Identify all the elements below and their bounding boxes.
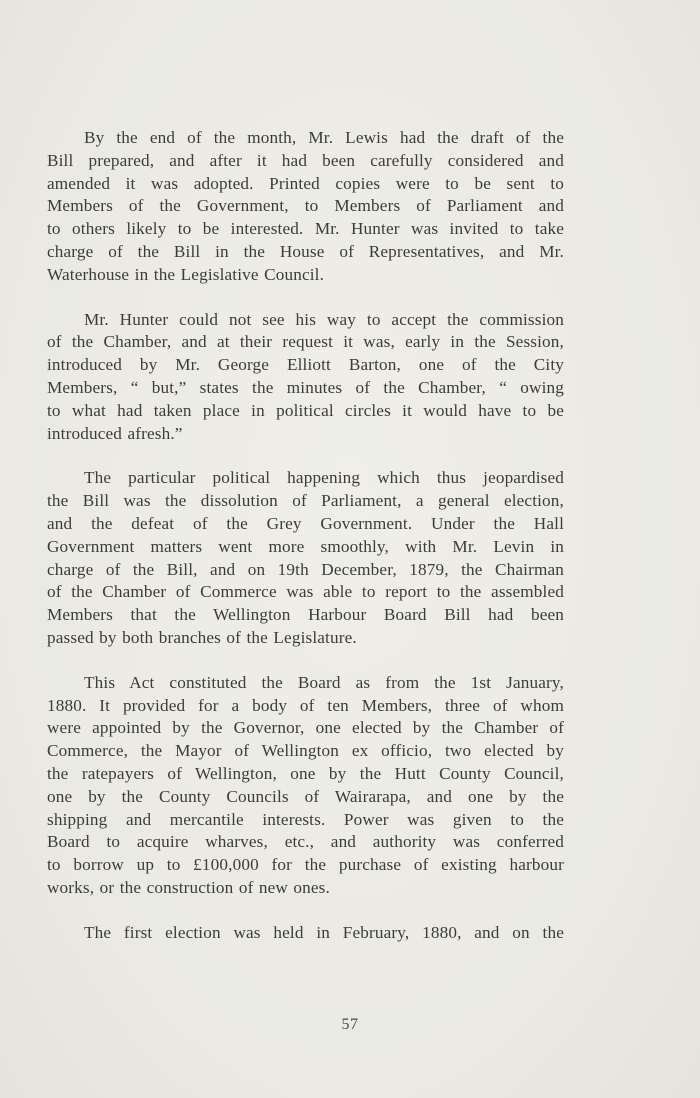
text-line: to what had taken place in political circles it would have to be [47, 400, 564, 420]
text-line: The particular political happening which thus jeopardised [84, 468, 564, 488]
text-line: amended it was adopted. Printed copies were to be sent to [47, 173, 564, 193]
text-line: This Act constituted the Board as from the 1st January, [84, 672, 564, 692]
text-line: and the defeat of the Grey Government. Under the Hall [47, 513, 564, 533]
text-line: the ratepayers of Wellington, one by the Hutt County Council, [47, 763, 564, 783]
text-line: Government matters went more smoothly, with Mr. Levin in [47, 536, 564, 556]
page-number: 57 [341, 1016, 359, 1033]
text-line: to borrow up to £100,000 for the purchase of existing harbour [47, 855, 564, 875]
text-line: introduced afresh.” [47, 423, 183, 443]
text-line: Commerce, the Mayor of Wellington ex officio, two elected by [47, 741, 564, 761]
text-line: The first election was held in February, 1880, and on the [84, 922, 564, 942]
text-line: one by the County Councils of Wairarapa, and one by the [47, 786, 564, 806]
paragraph-4 [47, 672, 564, 900]
text-line: shipping and mercantile interests. Power was given to the [47, 809, 564, 829]
text-line: Members of the Government, to Members of Parliament and [47, 196, 564, 216]
text-line: Board to acquire wharves, etc., and authority was conferred [47, 832, 564, 852]
text-line: charge of the Bill in the House of Representatives, and Mr. [47, 241, 564, 261]
paragraph-1 [47, 127, 564, 287]
text-line: were appointed by the Governor, one elected by the Chamber of [47, 718, 564, 738]
text-line: 1880. It provided for a body of ten Members, three of whom [47, 695, 564, 715]
text-line: Bill prepared, and after it had been carefully considered and [47, 150, 564, 170]
text-line: the Bill was the dissolution of Parliament, a general election, [47, 491, 564, 511]
text-line: By the end of the month, Mr. Lewis had the draft of the [84, 128, 564, 147]
text-line: introduced by Mr. George Elliott Barton, one of the City [47, 355, 564, 375]
paragraph-3 [47, 467, 564, 649]
text-line: works, or the construction of new ones. [47, 877, 330, 897]
text-line: Waterhouse in the Legislative Council. [47, 264, 325, 284]
text-line: Members that the Wellington Harbour Board Bill had been [47, 605, 564, 625]
text-line: to others likely to be interested. Mr. Hunter was invited to take [47, 219, 564, 239]
text-line: Members, “ but,” states the minutes of the Chamber, “ owing [47, 377, 564, 397]
paragraph-5 [47, 922, 564, 945]
paragraph-2 [47, 309, 564, 446]
text-line: Mr. Hunter could not see his way to accept the commission [84, 309, 564, 329]
body-text [47, 127, 564, 967]
text-line: passed by both branches of the Legislature. [47, 627, 357, 647]
text-line: charge of the Bill, and on 19th December, 1879, the Chairman [47, 559, 564, 579]
text-line: of the Chamber of Commerce was able to report to the assembled [47, 582, 564, 602]
text-line: of the Chamber, and at their request it was, early in the Session, [47, 332, 564, 352]
